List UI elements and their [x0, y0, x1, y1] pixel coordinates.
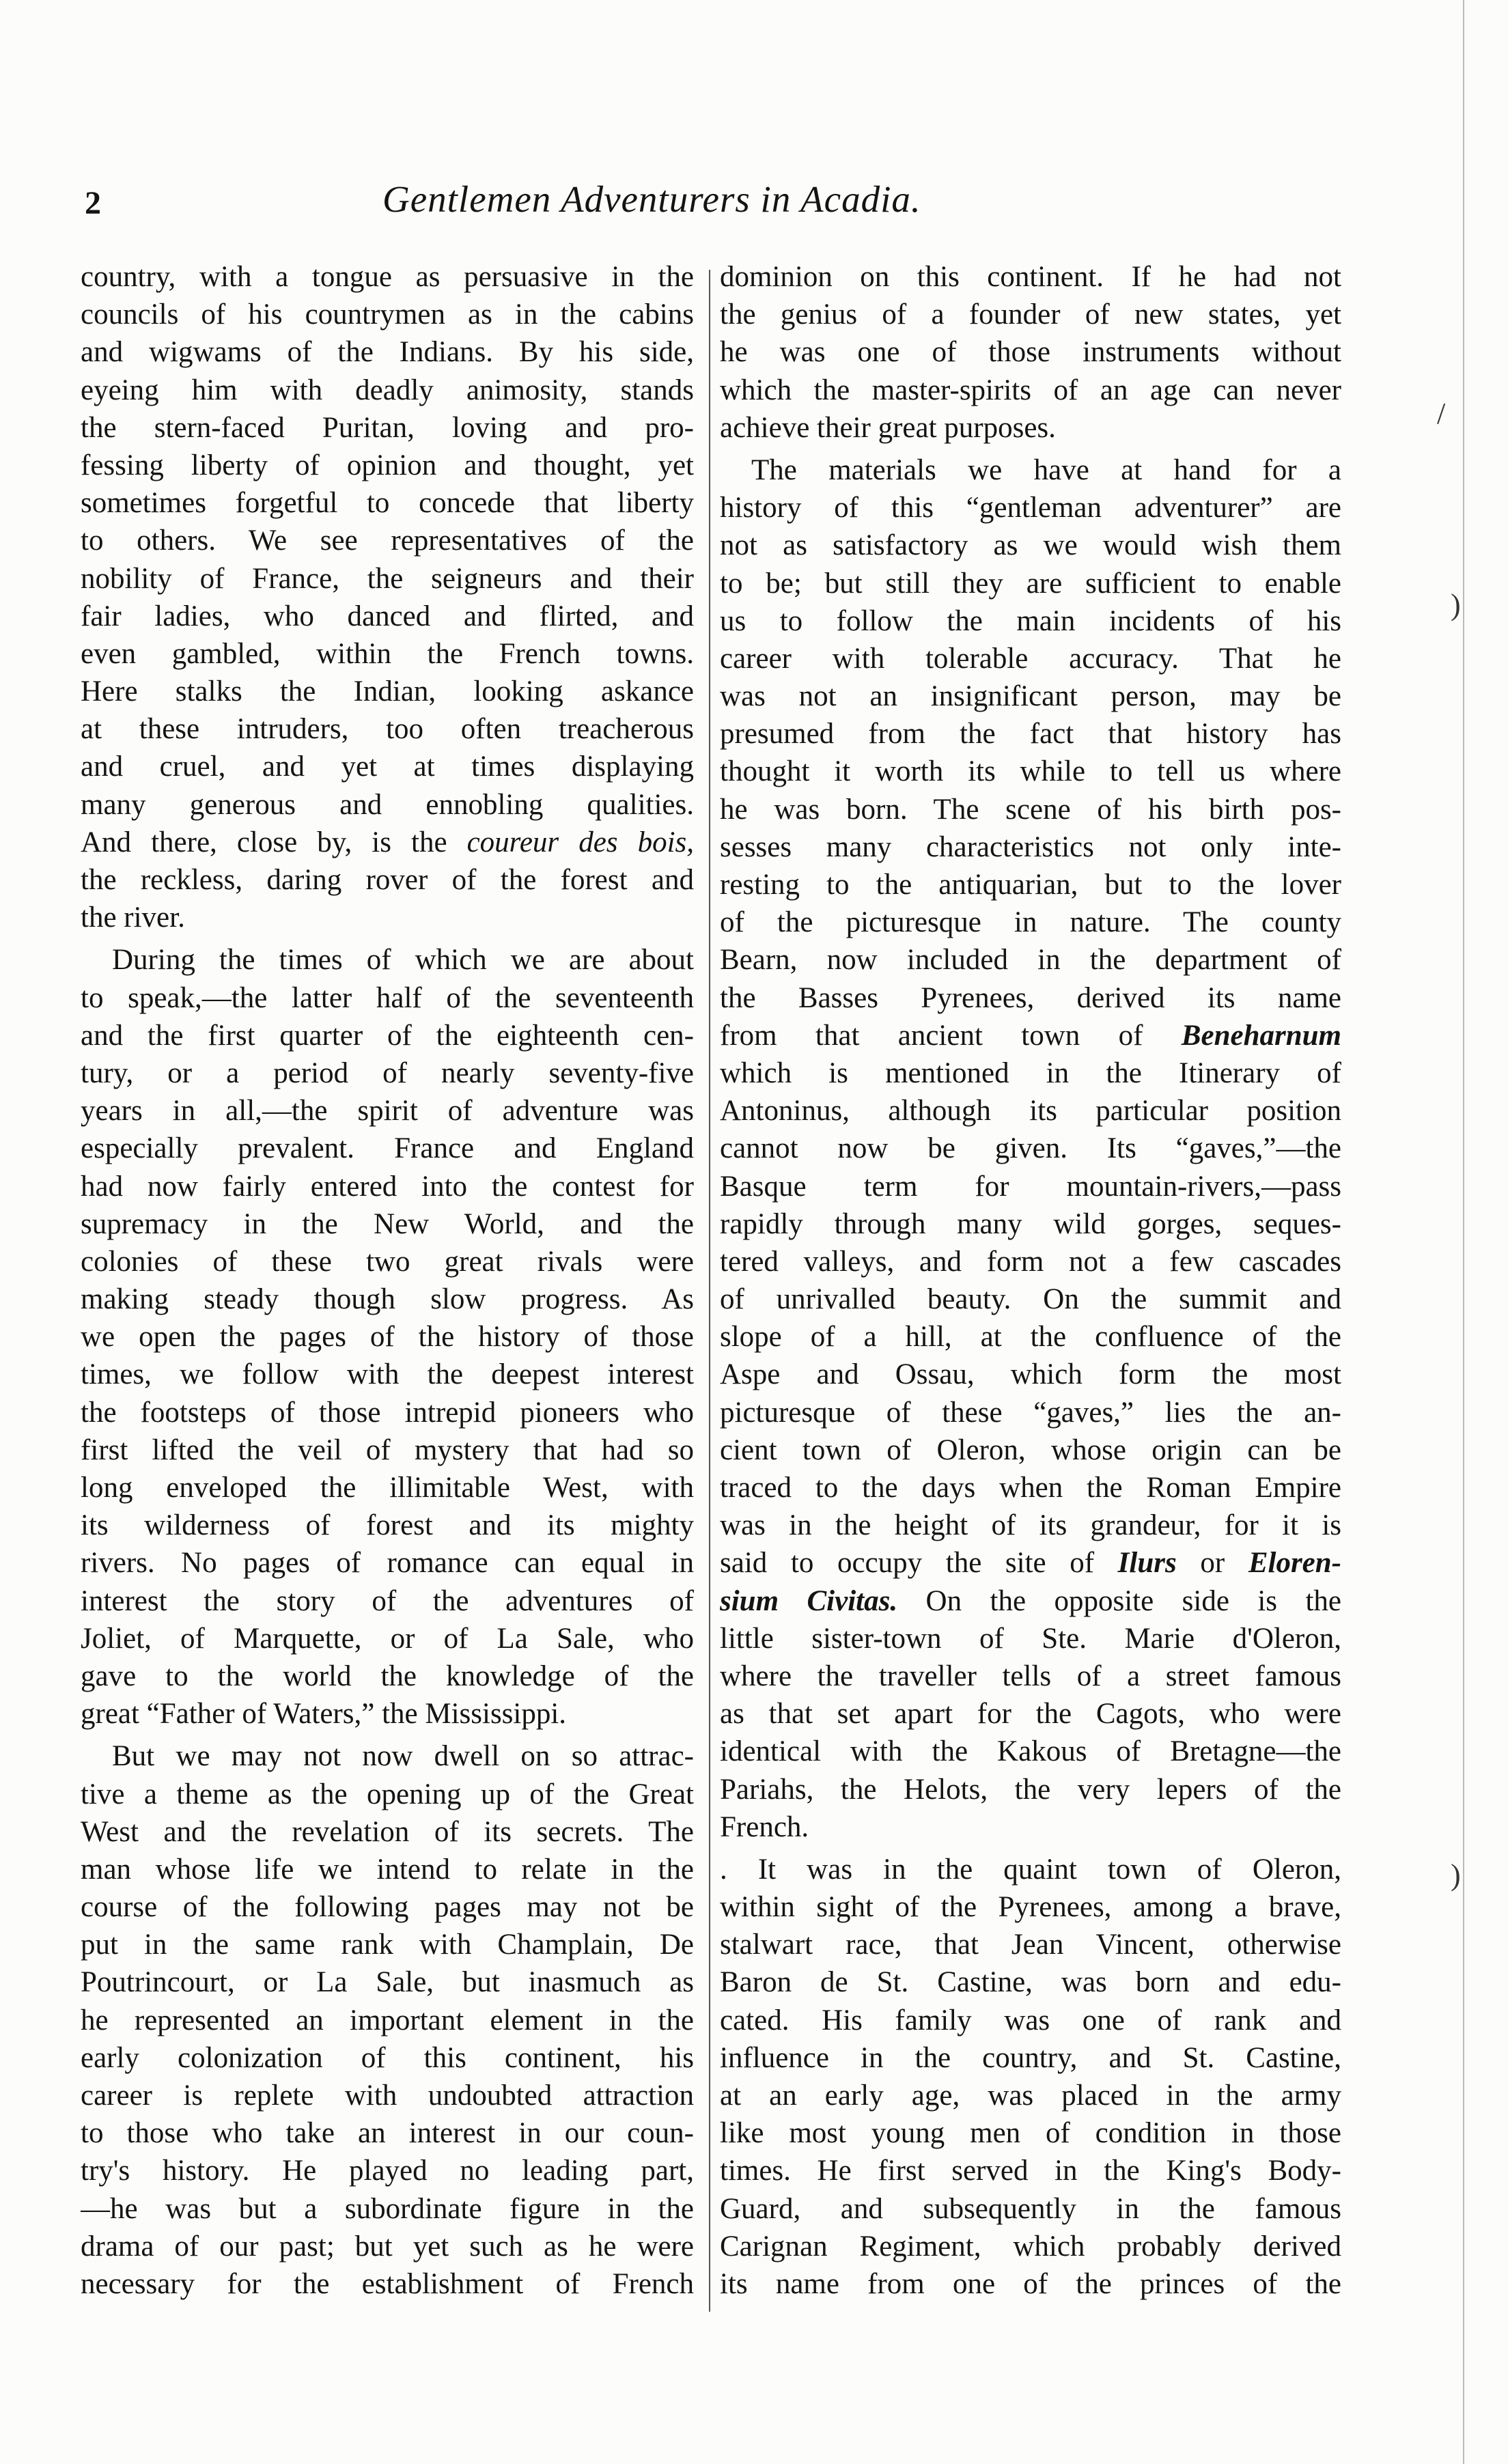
text-line: [81, 748, 694, 785]
text-segment: On the opposite side is the: [897, 1584, 1341, 1617]
text-segment: great “Father of Waters,” the Mississippi.: [81, 1698, 567, 1731]
text-segment: he represented an important element in the: [81, 2004, 694, 2036]
text-segment: which is mentioned in the Itinerary of: [720, 1056, 1341, 1089]
text-segment: slope of a hill, at the confluence of the: [720, 1321, 1341, 1354]
text-segment: us to follow the main incidents of his: [720, 604, 1341, 637]
text-line: [81, 1394, 694, 1431]
text-column-left: [81, 258, 694, 2303]
text-segment: to those who take an interest in our coun-: [81, 2117, 694, 2150]
italic-phrase: Ilurs: [1117, 1547, 1177, 1580]
text-line: [81, 2002, 694, 2039]
text-line: [720, 1243, 1341, 1280]
text-line: [720, 527, 1341, 564]
text-line: [720, 409, 1341, 447]
text-line: [720, 2190, 1341, 2228]
text-segment: Poutrincourt, or La Sale, but inasmuch as: [81, 1966, 694, 1999]
text-segment: from that ancient town of: [720, 1019, 1182, 1052]
text-line: [720, 1054, 1341, 1092]
text-segment: he was one of those instruments without: [720, 336, 1341, 369]
text-line: [81, 1469, 694, 1507]
text-line: [720, 2002, 1341, 2039]
text-segment: Bearn, now included in the department of: [720, 944, 1341, 977]
text-segment: tury, or a period of nearly seventy-five: [81, 1056, 694, 1089]
text-line: [81, 673, 694, 710]
text-line: [720, 1733, 1341, 1770]
column-divider: [709, 270, 710, 2312]
text-line: [81, 2077, 694, 2114]
text-segment: fessing liberty of opinion and thought, yet: [81, 449, 694, 481]
text-segment: had now fairly entered into the contest for: [81, 1170, 694, 1203]
text-line: [81, 333, 694, 371]
text-line: [720, 565, 1341, 602]
text-segment: little sister-town of Ste. Marie d'Oleron,: [720, 1622, 1341, 1655]
text-line: [720, 296, 1341, 333]
text-segment: like most young men of condition in those: [720, 2117, 1341, 2150]
text-line: [81, 1168, 694, 1205]
text-segment: long enveloped the illimitable West, with: [81, 1472, 694, 1504]
text-line: [81, 861, 694, 899]
text-line: [720, 1017, 1341, 1054]
text-segment: was not an insignificant person, may be: [720, 680, 1341, 713]
text-segment: necessary for the establishment of French: [81, 2267, 694, 2300]
text-segment: history of this “gentleman adventurer” are: [720, 492, 1341, 524]
text-line: [720, 1507, 1341, 1544]
text-line: [720, 1888, 1341, 1926]
text-line: [720, 451, 1341, 489]
text-segment: at an early age, was placed in the army: [720, 2080, 1341, 2112]
text-line: [81, 1695, 694, 1733]
text-segment: stalwart race, that Jean Vincent, otherwise: [720, 1929, 1341, 1961]
text-segment: career is replete with undoubted attraction: [81, 2080, 694, 2112]
text-line: [81, 2190, 694, 2228]
text-line: [720, 1168, 1341, 1205]
text-line: [81, 1205, 694, 1243]
text-line: [720, 677, 1341, 715]
text-segment: early colonization of this continent, his: [81, 2041, 694, 2074]
text-line: [81, 710, 694, 748]
text-line: [81, 1657, 694, 1695]
running-title: Gentlemen Adventurers in Acadia.: [382, 178, 921, 220]
text-segment: and wigwams of the Indians. By his side,: [81, 336, 694, 369]
text-line: [81, 1544, 694, 1582]
text-line: [720, 1657, 1341, 1695]
text-line: [81, 941, 694, 979]
text-line: [81, 2265, 694, 2303]
text-segment: identical with the Kakous of Bretagne—the: [720, 1735, 1341, 1768]
text-segment: Here stalks the Indian, looking askance: [81, 675, 694, 708]
text-segment: the footsteps of those intrepid pioneers who: [81, 1396, 694, 1429]
text-line: [81, 2228, 694, 2265]
text-segment: many generous and ennobling qualities.: [81, 788, 694, 821]
text-column-right: [720, 258, 1341, 2303]
text-segment: course of the following pages may not be: [81, 1891, 694, 1924]
paragraph-gap: [720, 447, 1341, 451]
text-line: [81, 1620, 694, 1657]
text-line: [81, 1582, 694, 1620]
text-segment: achieve their great purposes.: [720, 411, 1056, 444]
text-segment: Aspe and Ossau, which form the most: [720, 1358, 1341, 1391]
text-segment: councils of his countrymen as in the cabins: [81, 298, 694, 331]
text-line: [81, 1318, 694, 1356]
text-line: [81, 2039, 694, 2077]
text-line: [81, 1776, 694, 1813]
text-segment: its wilderness of forest and its mighty: [81, 1509, 694, 1542]
text-segment: supremacy in the New World, and the: [81, 1207, 694, 1240]
text-segment: years in all,—the spirit of adventure was: [81, 1095, 694, 1128]
text-segment: first lifted the veil of mystery that had so: [81, 1433, 694, 1466]
text-segment: and the first quarter of the eighteenth cen-: [81, 1019, 694, 1052]
text-segment: traced to the days when the Roman Empire: [720, 1472, 1341, 1504]
text-line: [81, 979, 694, 1017]
text-segment: Basque term for mountain-rivers,—pass: [720, 1170, 1341, 1203]
text-line: [81, 1356, 694, 1393]
text-line: [720, 828, 1341, 866]
edge-mark: ): [1451, 588, 1461, 621]
text-line: [81, 1431, 694, 1469]
text-line: [81, 1017, 694, 1054]
text-line: [720, 2152, 1341, 2189]
text-line: [81, 2114, 694, 2152]
text-line: [720, 2039, 1341, 2077]
text-segment: within sight of the Pyrenees, among a brave,: [720, 1891, 1341, 1924]
text-segment: colonies of these two great rivals were: [81, 1245, 694, 1278]
paragraph-gap: [81, 936, 694, 941]
text-line: [720, 258, 1341, 296]
paragraph-gap: [720, 1846, 1341, 1851]
text-segment: —he was but a subordinate figure in the: [81, 2192, 694, 2225]
text-segment: dominion on this continent. If he had not: [720, 261, 1341, 293]
edge-mark: /: [1437, 397, 1446, 430]
text-segment: But we may not now dwell on so attrac-: [112, 1740, 694, 1773]
text-segment: gave to the world the knowledge of the: [81, 1660, 694, 1692]
text-segment: country, with a tongue as persuasive in the: [81, 261, 694, 293]
text-line: [720, 941, 1341, 979]
italic-phrase: Beneharnum: [1181, 1019, 1341, 1052]
text-line: [720, 1851, 1341, 1888]
text-line: [81, 258, 694, 296]
edge-mark: ): [1451, 1858, 1461, 1892]
text-line: [720, 2077, 1341, 2114]
text-segment: of the picturesque in nature. The county: [720, 906, 1341, 939]
text-segment: Joliet, of Marquette, or of La Sale, who: [81, 1622, 694, 1655]
text-segment: sometimes forgetful to concede that liberty: [81, 487, 694, 520]
text-line: [720, 489, 1341, 527]
text-line: [720, 372, 1341, 409]
text-line: [720, 2265, 1341, 2303]
text-segment: . It was in the quaint town of Oleron,: [720, 1853, 1341, 1886]
text-segment: not as satisfactory as we would wish them: [720, 529, 1341, 562]
text-line: [81, 1243, 694, 1280]
text-line: [720, 1582, 1341, 1620]
text-line: [720, 1394, 1341, 1431]
text-line: [720, 1695, 1341, 1733]
text-segment: put in the same rank with Champlain, De: [81, 1929, 694, 1961]
text-line: [720, 791, 1341, 828]
text-line: [720, 1280, 1341, 1318]
text-segment: the stern-faced Puritan, loving and pro-: [81, 411, 694, 444]
text-line: [720, 1808, 1341, 1846]
italic-phrase: sium Civitas.: [720, 1584, 898, 1617]
text-segment: Pariahs, the Helots, the very lepers of the: [720, 1773, 1341, 1806]
text-segment: Guard, and subsequently in the famous: [720, 2192, 1341, 2225]
text-segment: the river.: [81, 901, 185, 934]
text-segment: resting to the antiquarian, but to the lover: [720, 869, 1341, 901]
text-segment: and cruel, and yet at times displaying: [81, 751, 694, 783]
text-segment: times. He first served in the King's Body-: [720, 2155, 1341, 2187]
text-line: [720, 1130, 1341, 1167]
text-segment: Carignan Regiment, which probably derived: [720, 2230, 1341, 2263]
text-segment: French.: [720, 1810, 809, 1843]
text-line: [81, 447, 694, 484]
text-line: [81, 598, 694, 635]
text-line: [720, 1771, 1341, 1808]
text-segment: to others. We see representatives of the: [81, 524, 694, 557]
text-segment: Antoninus, although its particular position: [720, 1095, 1341, 1128]
text-segment: rivers. No pages of romance can equal in: [81, 1547, 694, 1580]
text-line: [720, 1469, 1341, 1507]
text-segment: was in the height of its grandeur, for it is: [720, 1509, 1341, 1542]
text-line: [81, 484, 694, 522]
text-line: [81, 296, 694, 333]
paragraph-gap: [81, 1733, 694, 1737]
text-line: [81, 409, 694, 447]
text-segment: rapidly through many wild gorges, seques-: [720, 1207, 1341, 1240]
text-line: [720, 1205, 1341, 1243]
text-segment: its name from one of the princes of the: [720, 2267, 1341, 2300]
text-segment: the reckless, daring rover of the forest and: [81, 864, 694, 896]
text-line: [720, 640, 1341, 677]
text-segment: And there, close by, is the: [81, 826, 467, 858]
italic-phrase: coureur des bois,: [466, 826, 694, 858]
text-segment: try's history. He played no leading part,: [81, 2155, 694, 2187]
text-segment: where the traveller tells of a street famous: [720, 1660, 1341, 1692]
text-segment: During the times of which we are about: [112, 944, 694, 977]
text-line: [720, 1544, 1341, 1582]
text-segment: career with tolerable accuracy. That he: [720, 642, 1341, 675]
text-segment: sesses many characteristics not only inte-: [720, 830, 1341, 863]
text-segment: or: [1176, 1547, 1248, 1580]
text-line: [720, 1092, 1341, 1130]
text-segment: cated. His family was one of rank and: [720, 2004, 1341, 2036]
text-segment: making steady though slow progress. As: [81, 1283, 694, 1316]
text-line: [81, 522, 694, 559]
text-segment: The materials we have at hand for a: [751, 453, 1341, 486]
text-line: [720, 1620, 1341, 1657]
text-segment: he was born. The scene of his birth pos-: [720, 793, 1341, 826]
text-segment: cient town of Oleron, whose origin can be: [720, 1433, 1341, 1466]
text-line: [81, 1130, 694, 1167]
text-line: [81, 1737, 694, 1775]
text-line: [720, 1318, 1341, 1356]
text-segment: at these intruders, too often treacherous: [81, 713, 694, 746]
text-segment: nobility of France, the seigneurs and their: [81, 562, 694, 595]
text-segment: especially prevalent. France and England: [81, 1132, 694, 1165]
text-segment: as that set apart for the Cagots, who were: [720, 1698, 1341, 1731]
text-line: [81, 786, 694, 824]
text-line: [81, 1813, 694, 1851]
text-line: [81, 899, 694, 936]
text-line: [720, 2228, 1341, 2265]
text-line: [720, 602, 1341, 640]
text-segment: West and the revelation of its secrets. The: [81, 1815, 694, 1848]
text-segment: which the master-spirits of an age can never: [720, 374, 1341, 406]
text-segment: tive a theme as the opening up of the Great: [81, 1778, 694, 1810]
text-segment: eyeing him with deadly animosity, stands: [81, 374, 694, 406]
text-segment: tered valleys, and form not a few cascades: [720, 1245, 1341, 1278]
text-segment: picturesque of these “gaves,” lies the an-: [720, 1396, 1341, 1429]
text-segment: influence in the country, and St. Castine,: [720, 2041, 1341, 2074]
text-line: [81, 560, 694, 598]
text-segment: times, we follow with the deepest interest: [81, 1358, 694, 1391]
text-line: [81, 1963, 694, 2001]
text-segment: the Basses Pyrenees, derived its name: [720, 981, 1341, 1014]
text-line: [720, 866, 1341, 904]
text-line: [720, 715, 1341, 753]
text-segment: to speak,—the latter half of the seventeenth: [81, 981, 694, 1014]
text-line: [720, 1356, 1341, 1393]
text-line: [81, 635, 694, 673]
text-segment: interest the story of the adventures of: [81, 1584, 694, 1617]
text-segment: said to occupy the site of: [720, 1547, 1118, 1580]
text-line: [81, 1054, 694, 1092]
text-segment: cannot now be given. Its “gaves,”—the: [720, 1132, 1341, 1165]
text-segment: the genius of a founder of new states, yet: [720, 298, 1341, 331]
text-line: [720, 2114, 1341, 2152]
text-line: [720, 333, 1341, 371]
text-line: [720, 1926, 1341, 1963]
text-segment: to be; but still they are sufficient to enable: [720, 567, 1341, 600]
page-number: 2: [85, 185, 101, 221]
text-line: [81, 1888, 694, 1926]
text-segment: we open the pages of the history of those: [81, 1321, 694, 1354]
text-line: [81, 372, 694, 409]
text-segment: man whose life we intend to relate in the: [81, 1853, 694, 1886]
text-segment: Baron de St. Castine, was born and edu-: [720, 1966, 1341, 1999]
text-line: [720, 1431, 1341, 1469]
text-line: [81, 1507, 694, 1544]
text-line: [81, 824, 694, 861]
page-edge-rule: [1463, 0, 1464, 2464]
text-line: [720, 904, 1341, 941]
text-line: [720, 753, 1341, 790]
text-line: [81, 1280, 694, 1318]
text-segment: fair ladies, who danced and flirted, and: [81, 600, 694, 632]
text-line: [81, 1926, 694, 1963]
text-line: [81, 2152, 694, 2189]
text-segment: even gambled, within the French towns.: [81, 637, 694, 670]
text-line: [720, 1963, 1341, 2001]
text-segment: of unrivalled beauty. On the summit and: [720, 1283, 1341, 1316]
text-segment: presumed from the fact that history has: [720, 718, 1341, 751]
italic-phrase: Eloren-: [1248, 1547, 1341, 1580]
text-segment: drama of our past; but yet such as he were: [81, 2230, 694, 2263]
text-line: [81, 1092, 694, 1130]
text-segment: thought it worth its while to tell us where: [720, 755, 1341, 788]
text-line: [81, 1851, 694, 1888]
text-line: [720, 979, 1341, 1017]
